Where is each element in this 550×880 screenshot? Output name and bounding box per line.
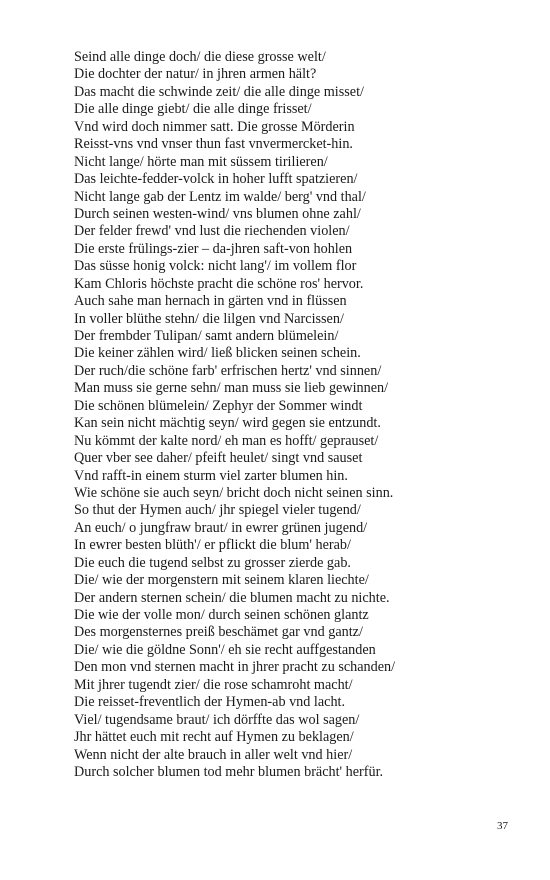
poem-line: Das macht die schwinde zeit/ die alle dinge misset/ <box>74 83 364 100</box>
poem-line: Der andern sternen schein/ die blumen macht zu nichte. <box>74 589 390 606</box>
poem-line: Nicht lange gab der Lentz im walde/ berg' vnd thal/ <box>74 188 366 205</box>
poem-line: Wenn nicht der alte brauch in aller welt vnd hier/ <box>74 746 353 763</box>
poem-line: Die reisset-freventlich der Hymen-ab vnd lacht. <box>74 694 346 711</box>
poem-line: Auch sahe man hernach in gärten vnd in flüssen <box>74 293 347 310</box>
poem-line: Der ruch/die schöne farb' erfrischen hertz' vnd sinnen/ <box>74 362 382 379</box>
poem-line: Die wie der volle mon/ durch seinen schönen glantz <box>74 607 369 623</box>
poem-line: Die alle dinge giebt/ die alle dinge frisset/ <box>74 101 312 118</box>
poem-line: In voller blüthe stehn/ die lilgen vnd Narcissen/ <box>74 310 344 327</box>
poem-line: Des morgensternes preiß beschämet gar vnd gantz/ <box>74 624 363 641</box>
poem-line: Nicht lange/ hörte man mit süssem tirilieren/ <box>74 153 328 170</box>
poem-line: Der frembder Tulipan/ samt andern blümelein/ <box>74 328 339 344</box>
poem-line: Mit jhrer tugendt zier/ die rose schamroht macht/ <box>74 676 353 693</box>
poem-line: An euch/ o jungfraw braut/ in ewrer grünen jugend/ <box>74 519 368 536</box>
poem-line: Den mon vnd sternen macht in jhrer pracht zu schanden/ <box>74 659 396 676</box>
poem-line: Vnd rafft-in einem sturm viel zarter blumen hin. <box>74 467 348 484</box>
poem-line: Wie schöne sie auch seyn/ bricht doch nicht seinen sinn. <box>74 484 394 501</box>
poem-line: Das leichte-fedder-volck in hoher lufft spatzieren/ <box>74 171 358 188</box>
poem-line: Viel/ tugendsame braut/ ich dörffte das wol sagen/ <box>74 711 360 728</box>
poem-line: Nu kömmt der kalte nord/ eh man es hofft/ geprauset/ <box>74 432 379 449</box>
poem-line: Durch seinen westen-wind/ vns blumen ohne zahl/ <box>74 205 361 222</box>
poem-line: Reisst-vns vnd vnser thun fast vnvermercket-hin. <box>74 136 353 153</box>
poem-text <box>74 49 534 781</box>
poem-line: Jhr hättet euch mit recht auf Hymen zu beklagen/ <box>74 729 354 746</box>
poem-line: So thut der Hymen auch/ jhr spiegel vieler tugend/ <box>74 502 361 519</box>
page-number: 37 <box>497 820 508 832</box>
poem-line: Kan sein nicht mächtig seyn/ wird gegen sie entzundt. <box>74 415 381 432</box>
poem-line: Die/ wie der morgenstern mit seinem klaren liechte/ <box>74 572 369 589</box>
poem-line: Durch solcher blumen tod mehr blumen brächt' herfür. <box>74 763 384 780</box>
poem-line: Die/ wie die göldne Sonn'/ eh sie recht auffgestanden <box>74 641 376 658</box>
poem-line: Man muss sie gerne sehn/ man muss sie lieb gewinnen/ <box>74 380 389 397</box>
poem-line: Der felder frewd' vnd lust die riechenden violen/ <box>74 223 350 240</box>
poem-line: Kam Chloris höchste pracht die schöne ros' hervor. <box>74 275 364 292</box>
poem-line: Seind alle dinge doch/ die diese grosse welt/ <box>74 49 326 65</box>
poem-line: Die keiner zählen wird/ ließ blicken seinen schein. <box>74 345 361 362</box>
poem-line: Die erste frülings-zier – da-jhren saft-von hohlen <box>74 240 353 257</box>
poem-line: Die dochter der natur/ in jhren armen hält? <box>74 66 317 83</box>
poem-line: Vnd wird doch nimmer satt. Die grosse Mörderin <box>74 118 355 135</box>
poem-line: Die euch die tugend selbst zu grosser zierde gab. <box>74 554 351 571</box>
poem-line: In ewrer besten blüth'/ er pflickt die blum' herab/ <box>74 537 351 554</box>
poem-line: Das süsse honig volck: nicht lang'/ im vollem flor <box>74 258 357 275</box>
poem-line: Quer vber see daher/ pfeift heulet/ singt vnd sauset <box>74 450 363 467</box>
poem-line: Die schönen blümelein/ Zephyr der Sommer windt <box>74 397 363 414</box>
